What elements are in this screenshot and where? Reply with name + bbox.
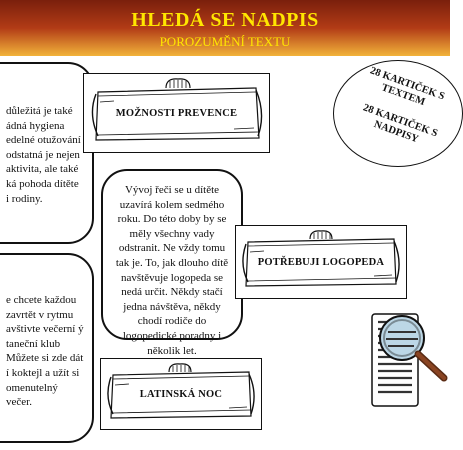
info-text-cards: 28 KARTIČEK S TEXTEM bbox=[368, 65, 446, 109]
text-bubble-prevention bbox=[0, 62, 94, 244]
card-label-night: LATINSKÁ NOC bbox=[139, 388, 223, 400]
card-label-prevention: MOŽNOSTI PREVENCE bbox=[115, 107, 238, 119]
document-magnifier-icon bbox=[370, 312, 452, 412]
text-prevention: důležitá je také ádná hygiena edelné otužování odstatná je nejen aktivita, ale také ká pohoda dítěte i rodiny. bbox=[6, 105, 81, 205]
card-label-speech: POTŘEBUJI LOGOPEDA bbox=[257, 256, 385, 268]
heading-card-speech bbox=[235, 225, 407, 299]
page-title: HLEDÁ SE NADPIS bbox=[131, 9, 319, 31]
heading-card-prevention bbox=[83, 73, 270, 153]
heading-card-night bbox=[100, 358, 262, 430]
text-bubble-speech bbox=[101, 169, 243, 357]
text-night: e chcete každou zavrtět v rytmu avštivte večerní ý taneční klub Můžete si zde dát í koktejl a užít si omenutelný večer. bbox=[6, 294, 84, 409]
text-bubble-night bbox=[0, 253, 94, 443]
info-heading-cards: 28 KARTIČEK S NADPISY bbox=[361, 102, 439, 146]
header-banner bbox=[0, 0, 450, 56]
page-subtitle: POROZUMĚNÍ TEXTU bbox=[159, 34, 291, 49]
text-speech: Vývoj řeči se u dítěte uzavírá kolem sedmého roku. Do této doby by se měly všechny vady odstranit. Ne vždy tomu tak je. To, jak dlouho dítě navštěvuje logopeda se nedá určit. Někdy stačí jedna návštěva, někdy chodí rodiče do logopedické poradny i několik let. bbox=[115, 184, 229, 357]
